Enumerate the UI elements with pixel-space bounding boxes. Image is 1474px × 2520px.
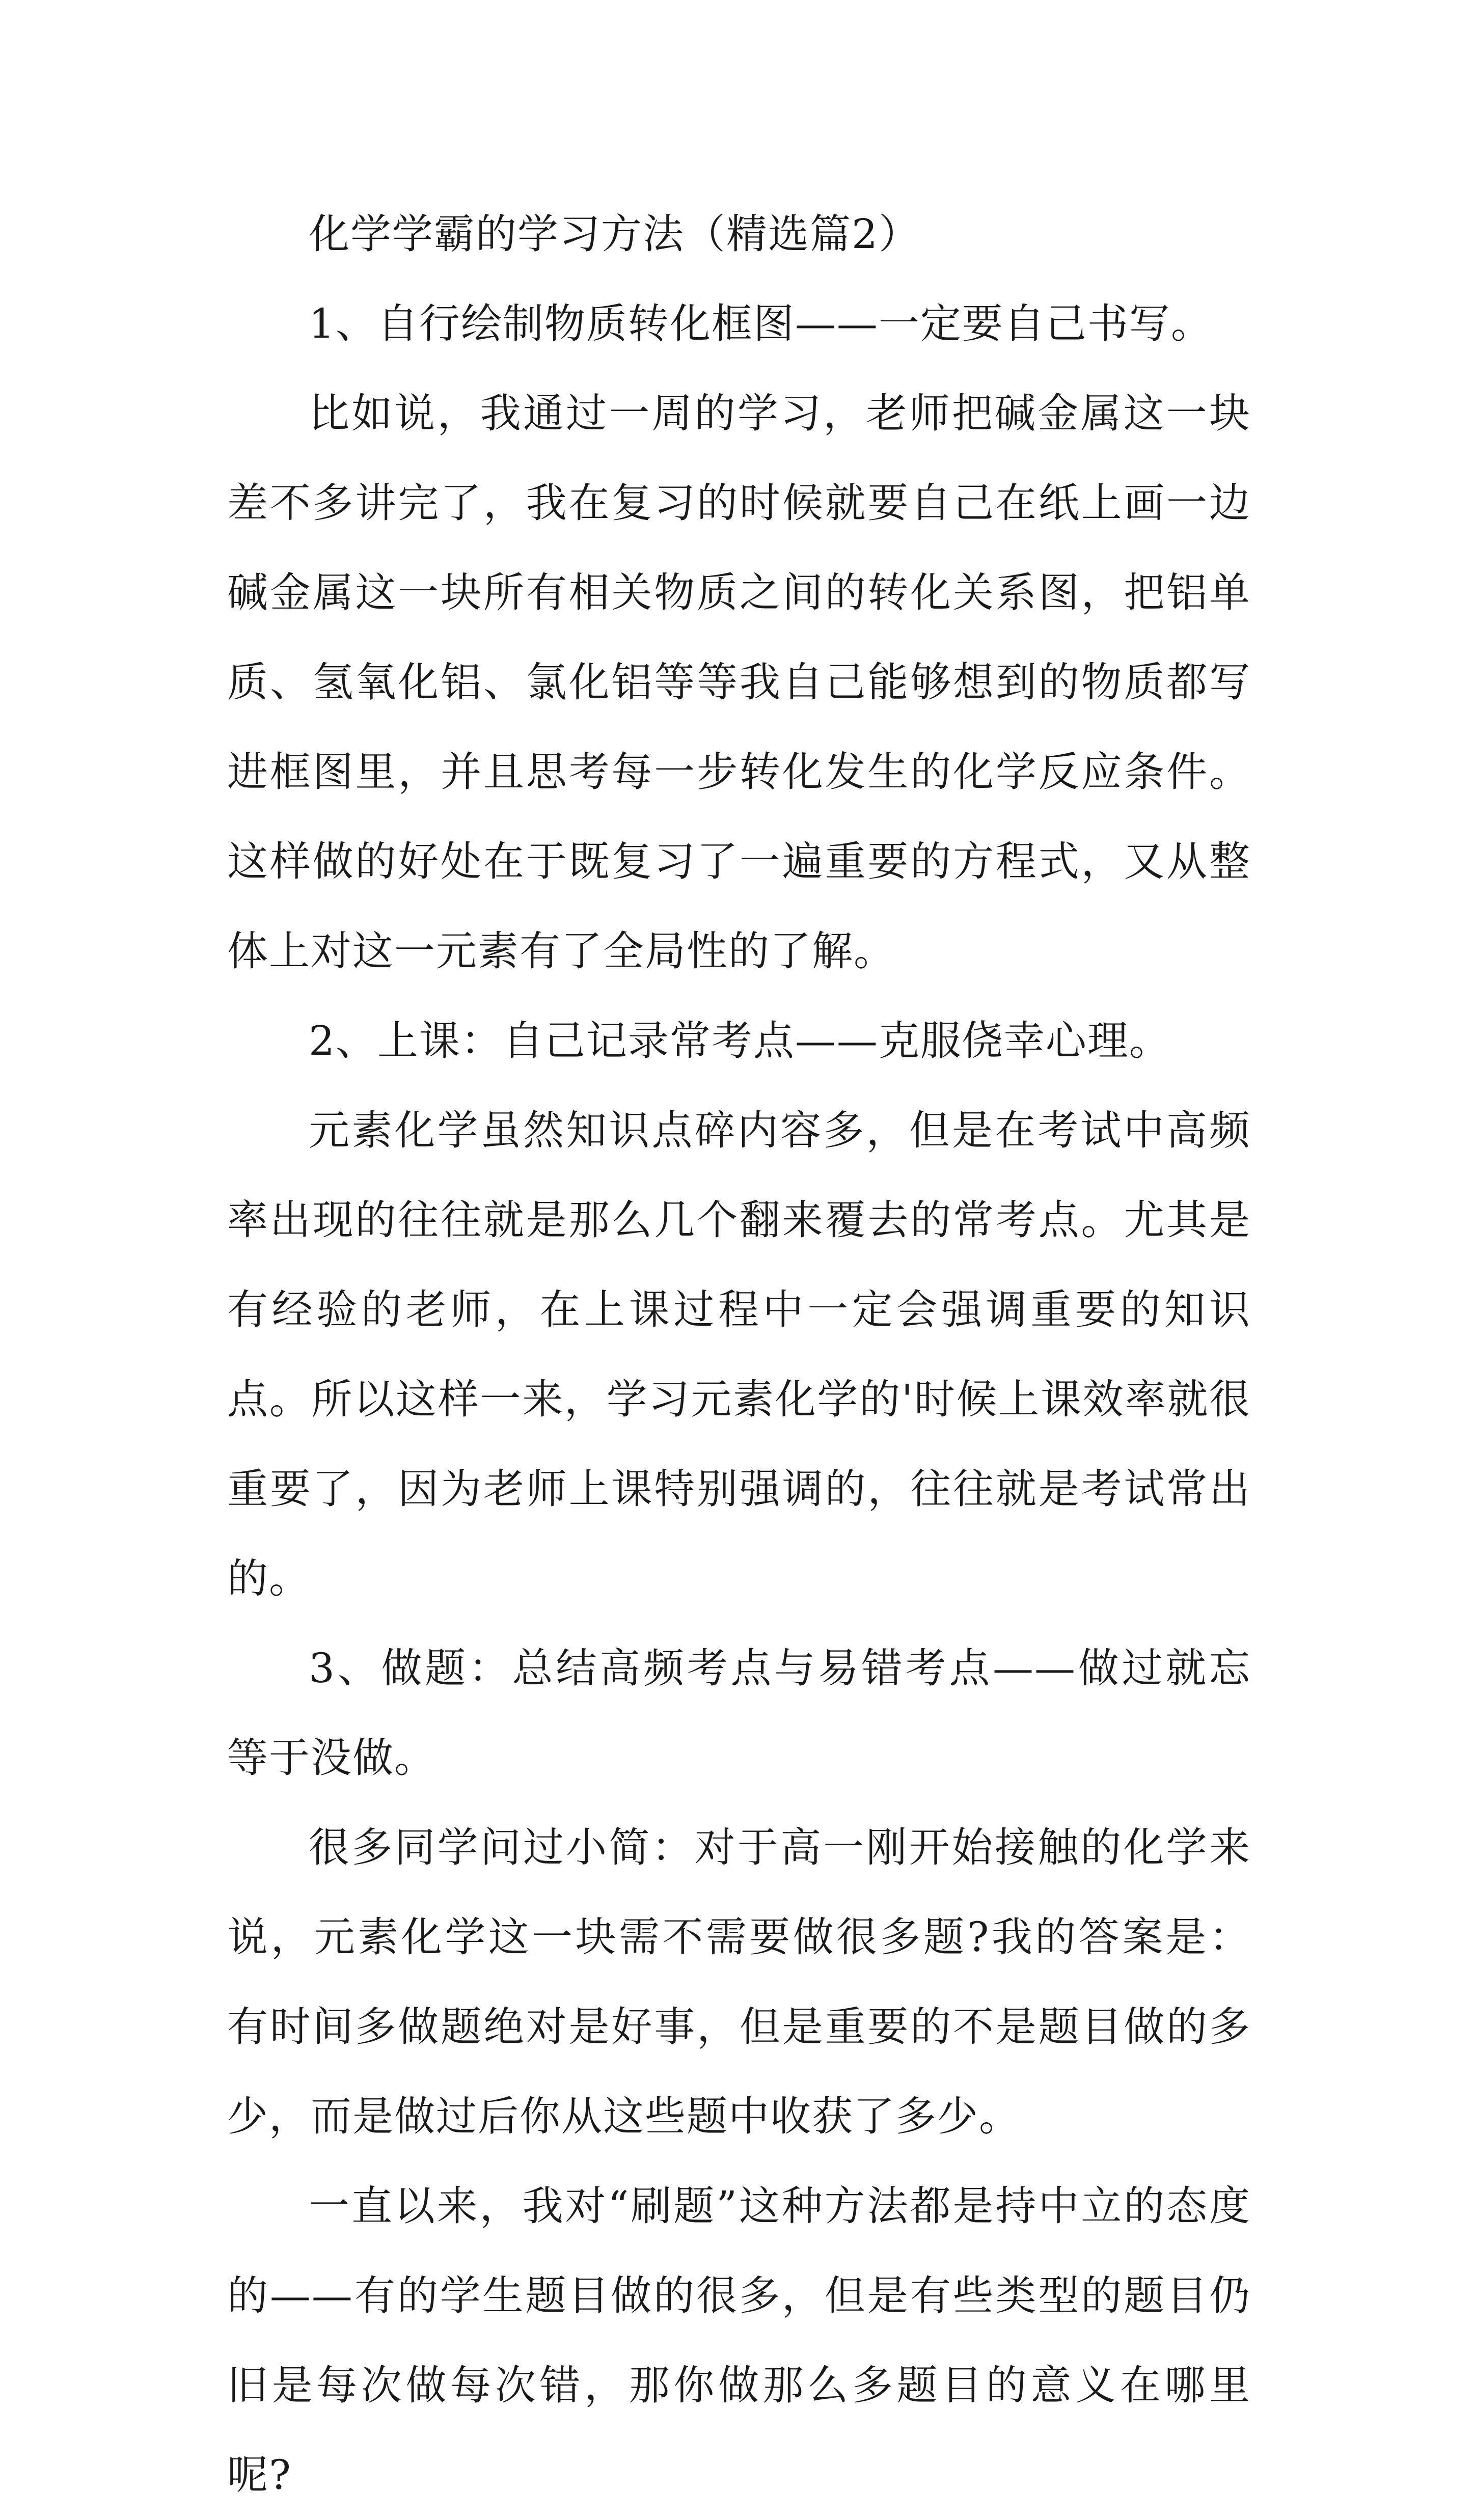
- paragraph-5: 3、做题：总结高频考点与易错考点——做过就忘等于没做。: [227, 1645, 1251, 1782]
- paragraph-3: 2、上课：自己记录常考点——克服侥幸心理。: [309, 1017, 1171, 1064]
- document-title: 化学学霸的学习方法（精选篇2）: [309, 210, 920, 258]
- paragraph-7: 一直以来，我对“刷题”这种方法都是持中立的态度的——有的学生题目做的很多，但是有些类型的题目仍旧是每次做每次错，那你做那么多题目的意义在哪里呢?: [227, 2182, 1251, 2499]
- paragraph-6: 很多同学问过小简：对于高一刚开始接触的化学来说，元素化学这一块需不需要做很多题?我的答案是：有时间多做题绝对是好事，但是重要的不是题目做的多少，而是做过后你从这些题中收获了多少。: [227, 1824, 1251, 2140]
- document-body: [227, 189, 1251, 2520]
- paragraph-4: 元素化学虽然知识点碎内容多，但是在考试中高频率出现的往往就是那么几个翻来覆去的常考点。尤其是有经验的老师，在上课过程中一定会强调重要的知识点。所以这样一来，学习元素化学的'时候上课效率就很重要了，因为老师上课特别强调的，往往就是考试常出的。: [227, 1107, 1251, 1602]
- paragraph-1: 1、自行绘制物质转化框图——一定要自己书写。: [309, 300, 1213, 347]
- paragraph-2: 比如说，我通过一周的学习，老师把碱金属这一块差不多讲完了，我在复习的时候就要自己在纸上画一边碱金属这一块所有相关物质之间的转化关系图，把铝单质、氢氧化铝、氯化铝等等我自己能够想到的物质都写进框图里，并且思考每一步转化发生的化学反应条件。这样做的好处在于既复习了一遍重要的方程式，又从整体上对这一元素有了全局性的了解。: [227, 390, 1251, 975]
